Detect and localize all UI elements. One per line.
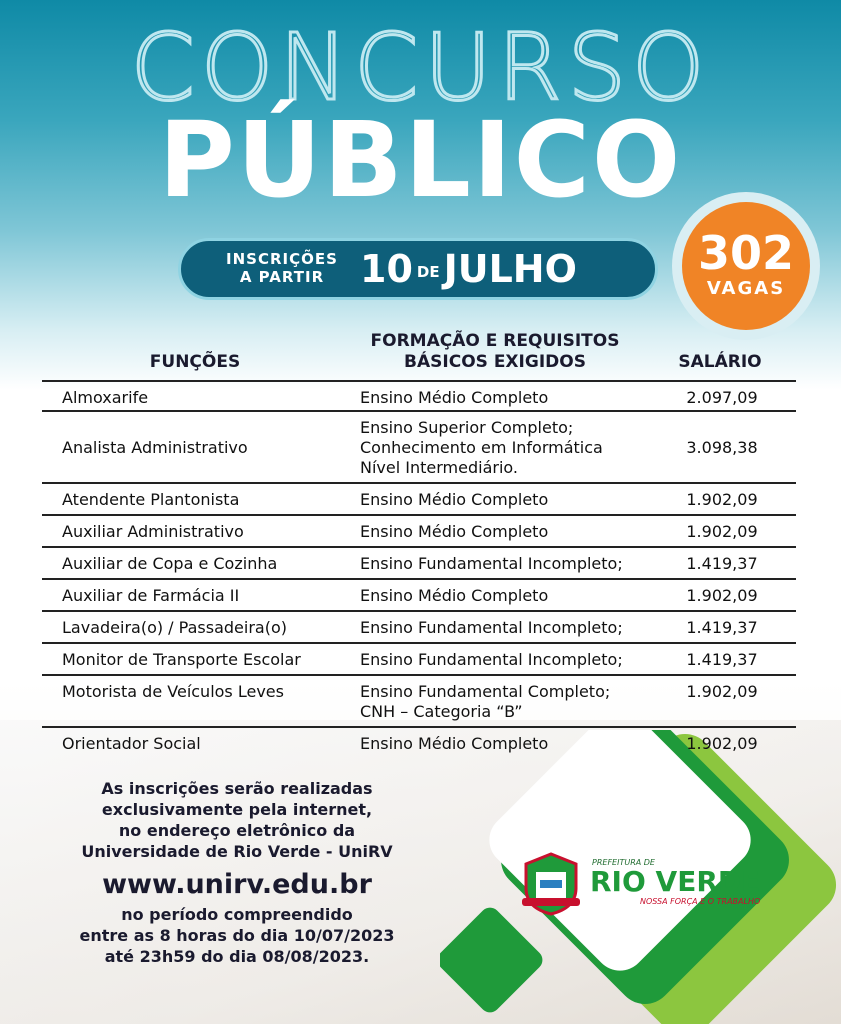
- city-coat-of-arms-icon: [518, 850, 584, 916]
- table-row: [42, 642, 796, 674]
- date-month: JULHO: [443, 247, 577, 291]
- requirements-cell: Ensino Fundamental Incompleto;: [360, 650, 623, 669]
- table-row: [42, 380, 796, 410]
- table-row: [42, 410, 796, 482]
- vacancies-label: VAGAS: [706, 278, 786, 299]
- requirements-cell: Ensino Fundamental Completo;: [360, 682, 611, 701]
- info-line: Universidade de Rio Verde - UniRV: [81, 842, 393, 861]
- registration-date: [360, 244, 577, 297]
- table-row: [42, 674, 796, 726]
- requirements-cell: Ensino Médio Completo: [360, 734, 549, 753]
- logo-name: RIO VERDE: [590, 865, 761, 898]
- info-line: As inscrições serão realizadas: [101, 779, 373, 798]
- positions-table: [42, 380, 796, 758]
- function-cell: Analista Administrativo: [62, 438, 248, 457]
- logo-slogan: NOSSA FORÇA E O TRABALHO: [639, 897, 761, 906]
- salary-cell: 3.098,38: [686, 438, 758, 457]
- requirements-cell: Ensino Médio Completo: [360, 388, 549, 407]
- requirements-cell: Ensino Fundamental Incompleto;: [360, 618, 623, 637]
- registration-label-line1: INSCRIÇÕES: [226, 250, 338, 268]
- date-connector: DE: [416, 262, 440, 281]
- table-row: [42, 610, 796, 642]
- info-line: exclusivamente pela internet,: [101, 800, 373, 819]
- registration-period: [52, 904, 422, 967]
- salary-cell: 1.419,37: [686, 554, 758, 573]
- requirements-cell: Ensino Médio Completo: [360, 586, 549, 605]
- salary-cell: 1.902,09: [686, 586, 758, 605]
- function-cell: Auxiliar de Farmácia II: [62, 586, 240, 605]
- title-publico: PÚBLICO: [158, 99, 683, 221]
- header-salary: SALÁRIO: [678, 352, 762, 372]
- title-concurso: CONCURSO: [130, 14, 711, 121]
- period-line: no período compreendido: [121, 905, 353, 924]
- date-day: 10: [360, 247, 413, 291]
- table-row: [42, 726, 796, 758]
- function-cell: Motorista de Veículos Leves: [62, 682, 284, 701]
- header-requirements-line1: FORMAÇÃO E REQUISITOS: [370, 331, 620, 351]
- vacancies-badge: [682, 202, 810, 330]
- info-line: no endereço eletrônico da: [118, 821, 356, 840]
- function-cell: Auxiliar de Copa e Cozinha: [62, 554, 278, 573]
- requirements-cell: Conhecimento em Informática: [360, 438, 603, 457]
- table-row: [42, 514, 796, 546]
- salary-cell: 1.419,37: [686, 618, 758, 637]
- registration-info: [52, 778, 422, 862]
- salary-cell: 1.902,09: [686, 682, 758, 701]
- salary-cell: 1.902,09: [686, 734, 758, 753]
- registration-url[interactable]: www.unirv.edu.br: [102, 869, 372, 900]
- salary-cell: 1.419,37: [686, 650, 758, 669]
- vacancies-number: 302: [697, 226, 795, 280]
- function-cell: Auxiliar Administrativo: [62, 522, 244, 541]
- header-requirements-line2: BÁSICOS EXIGIDOS: [404, 352, 586, 372]
- table-row: [42, 578, 796, 610]
- header-requirements: [340, 331, 650, 373]
- logo-prefix: PREFEITURA DE: [592, 858, 655, 867]
- registration-label: [222, 250, 342, 286]
- function-cell: Lavadeira(o) / Passadeira(o): [62, 618, 287, 637]
- requirements-cell: Ensino Médio Completo: [360, 490, 549, 509]
- period-line: entre as 8 horas do dia 10/07/2023: [79, 926, 395, 945]
- period-line: até 23h59 do dia 08/08/2023.: [104, 947, 370, 966]
- requirements-cell: Ensino Fundamental Incompleto;: [360, 554, 623, 573]
- function-cell: Orientador Social: [62, 734, 201, 753]
- function-cell: Almoxarife: [62, 388, 149, 407]
- table-row: [42, 546, 796, 578]
- requirements-cell: Ensino Médio Completo: [360, 522, 549, 541]
- salary-cell: 1.902,09: [686, 522, 758, 541]
- function-cell: Atendente Plantonista: [62, 490, 240, 509]
- salary-cell: 2.097,09: [686, 388, 758, 407]
- header-function: FUNÇÕES: [149, 352, 241, 372]
- requirements-cell: CNH – Categoria “B”: [360, 702, 523, 721]
- table-row: [42, 482, 796, 514]
- requirements-cell: Ensino Superior Completo;: [360, 418, 574, 437]
- requirements-cell: Nível Intermediário.: [360, 458, 518, 477]
- function-cell: Monitor de Transporte Escolar: [62, 650, 301, 669]
- registration-label-line2: A PARTIR: [239, 268, 325, 286]
- city-logo: [590, 858, 760, 906]
- salary-cell: 1.902,09: [686, 490, 758, 509]
